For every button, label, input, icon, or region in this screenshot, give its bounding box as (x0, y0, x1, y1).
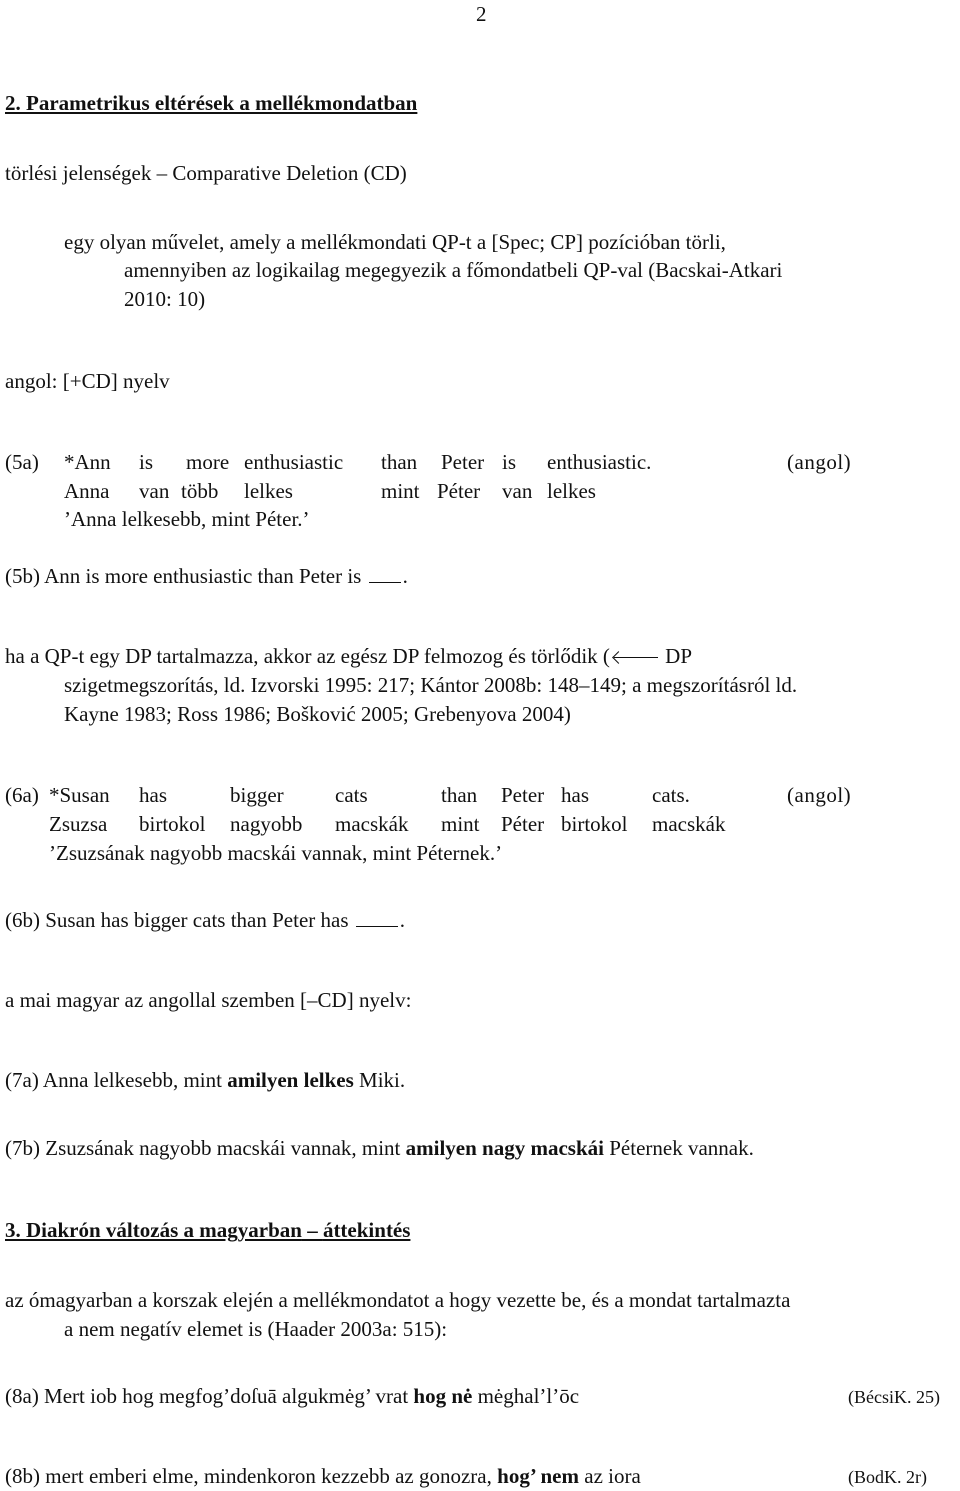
left-arrow-icon (612, 653, 658, 663)
ex5a-gloss: van (139, 479, 170, 503)
ex7a: (7a) Anna lelkesebb, mint amilyen lelkes Miki. (5, 1068, 406, 1092)
ex6a-gloss: Zsuzsa (49, 812, 108, 836)
ex5a-word: is (502, 450, 517, 474)
note-line-2: szigetmegszorítás, ld. Izvorski 1995: 217; Kántor 2008b: 148–149; a megszorításról ld. (64, 673, 798, 697)
gap-blank (369, 582, 401, 583)
definition-line-2: amennyiben az logikailag megegyezik a főmondatbeli QP-val (Bacskai-Atkari (124, 258, 783, 282)
ex6a-gloss: macskák (335, 812, 409, 836)
ex5a-translation: ’Anna lelkesebb, mint Péter.’ (64, 507, 310, 531)
ex5a-number: (5a) (5, 450, 39, 474)
ex6a-word: *Susan (49, 783, 110, 807)
ex5a-word: is (139, 450, 154, 474)
ex5a-gloss: lelkes (547, 479, 596, 503)
angol-label: angol: [+CD] nyelv (5, 369, 170, 393)
ex8a-source: (BécsiK. 25) (848, 1387, 940, 1407)
ex6a-word: has (139, 783, 167, 807)
ex5a-word: enthusiastic. (547, 450, 652, 474)
ex6a-gloss: birtokol (561, 812, 628, 836)
ex8b-source: (BodK. 2r) (848, 1467, 927, 1487)
ex5a-word: than (381, 450, 418, 474)
ex6a-number: (6a) (5, 783, 39, 807)
gap-blank (356, 926, 398, 927)
ex6a-word: cats (335, 783, 368, 807)
ex5a-word: Peter (441, 450, 485, 474)
note-line-1: ha a QP-t egy DP tartalmazza, akkor az egész DP felmozog és törlődik ( DP (5, 644, 693, 668)
ex5a-gloss: van (502, 479, 533, 503)
sec3-paragraph-line-1: az ómagyarban a korszak elején a mellékmondatot a hogy vezette be, és a mondat tartalmazta (5, 1288, 791, 1312)
note-line-3: Kayne 1983; Ross 1986; Bošković 2005; Grebenyova 2004) (64, 702, 571, 726)
sec3-paragraph-line-2: a nem negatív elemet is (Haader 2003a: 515): (64, 1317, 448, 1341)
ex5a-word: enthusiastic (244, 450, 344, 474)
ex5a-gloss: lelkes (244, 479, 293, 503)
definition-line-1: egy olyan művelet, amely a mellékmondati QP-t a [Spec; CP] pozícióban törli, (64, 230, 726, 254)
ex6a-word: than (441, 783, 478, 807)
ex6a-word: has (561, 783, 589, 807)
ex6a-gloss: macskák (652, 812, 726, 836)
definition-line-3: 2010: 10) (124, 287, 206, 311)
ex5a-word: more (186, 450, 230, 474)
ex6b: (6b) Susan has bigger cats than Peter has . (5, 908, 405, 932)
ex6a-gloss: Péter (501, 812, 545, 836)
ex5a-gloss: mint (381, 479, 420, 503)
ex5a-gloss: több (181, 479, 219, 503)
section-3-title: 3. Diakrón változás a magyarban – áttekintés (5, 1218, 411, 1242)
ex6a-gloss: mint (441, 812, 480, 836)
section-2-title: 2. Parametrikus eltérések a mellékmondatban (5, 91, 418, 115)
ex6a-word: cats. (652, 783, 690, 807)
page-number: 2 (476, 2, 487, 26)
ex5a-gloss: Péter (437, 479, 481, 503)
ex8b: (8b) mert emberi elme, mindenkoron kezzebb az gonozra, hog’ nem az iora (5, 1464, 641, 1488)
ex6a-language-tag: (angol) (787, 783, 852, 807)
ex5b: (5b) Ann is more enthusiastic than Peter is . (5, 564, 408, 588)
cd-subtitle: törlési jelenségek – Comparative Deletion (CD) (5, 161, 407, 185)
ex6a-word: bigger (230, 783, 284, 807)
magyar-label: a mai magyar az angollal szemben [–CD] nyelv: (5, 988, 412, 1012)
ex5a-word: *Ann (64, 450, 111, 474)
ex6a-gloss: birtokol (139, 812, 206, 836)
ex8a: (8a) Mert iob hog megfog’doſuā algukmėg’ vrat hog nė mėghal’l’ōc (5, 1384, 580, 1408)
ex6a-word: Peter (501, 783, 545, 807)
ex6a-gloss: nagyobb (230, 812, 303, 836)
ex6a-translation: ’Zsuzsának nagyobb macskái vannak, mint Péternek.’ (49, 841, 503, 865)
ex5a-gloss: Anna (64, 479, 110, 503)
ex5a-language-tag: (angol) (787, 450, 852, 474)
ex7b: (7b) Zsuzsának nagyobb macskái vannak, mint amilyen nagy macskái Péternek vannak. (5, 1136, 754, 1160)
